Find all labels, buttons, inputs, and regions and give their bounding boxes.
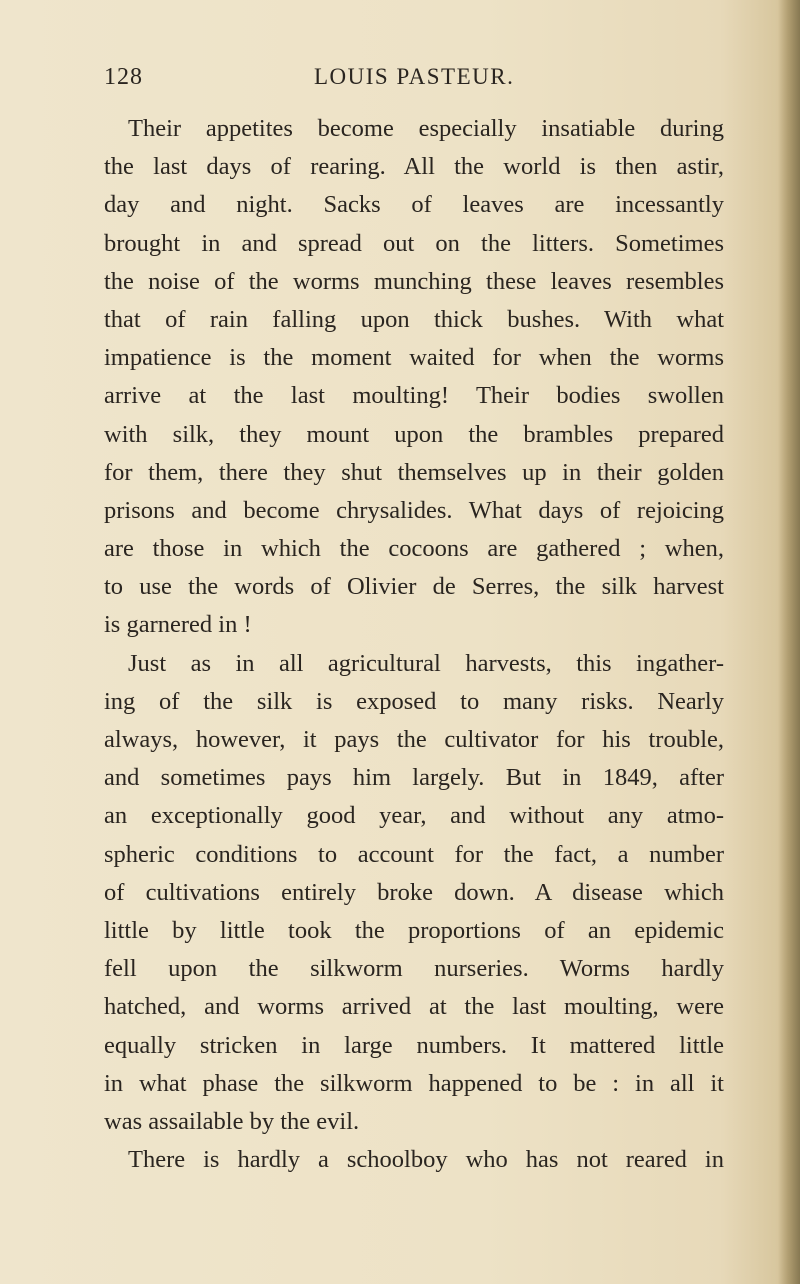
text-line: Their appetites become especially insatiable during bbox=[128, 115, 724, 142]
text-line: of cultivations entirely broke down. A disease which bbox=[104, 878, 724, 906]
text-line: equally stricken in large numbers. It mattered little bbox=[104, 1031, 724, 1059]
text-line: day and night. Sacks of leaves are incessantly bbox=[104, 191, 724, 219]
text-line: ing of the silk is exposed to many risks. Nearly bbox=[104, 687, 724, 715]
text-line: Just as in all agricultural harvests, this ingather- bbox=[128, 649, 724, 677]
body-text bbox=[104, 110, 724, 1179]
text-line: There is hardly a schoolboy who has not reared in bbox=[128, 1146, 724, 1174]
text-line: with silk, they mount upon the brambles prepared bbox=[104, 420, 724, 448]
text-line: fell upon the silkworm nurseries. Worms hardly bbox=[104, 955, 724, 983]
text-line: are those in which the cocoons are gathered ; when, bbox=[104, 535, 724, 563]
text-line: in what phase the silkworm happened to be : in all it bbox=[104, 1069, 724, 1097]
page-number: 128 bbox=[104, 64, 143, 90]
text-line: for them, there they shut themselves up in their golden bbox=[104, 458, 724, 486]
text-line: brought in and spread out on the litters. Sometimes bbox=[104, 229, 724, 257]
text-line: always, however, it pays the cultivator for his trouble, bbox=[104, 726, 724, 753]
text-line: and sometimes pays him largely. But in 1849, after bbox=[104, 764, 724, 792]
text-line: the last days of rearing. All the world is then astir, bbox=[104, 153, 724, 181]
text-line: an exceptionally good year, and without any atmo- bbox=[104, 802, 724, 830]
text-line: little by little took the proportions of an epidemic bbox=[104, 916, 724, 944]
text-line: is garnered in ! bbox=[104, 611, 252, 639]
text-line: prisons and become chrysalides. What days of rejoicing bbox=[104, 496, 724, 524]
text-line: impatience is the moment waited for when the worms bbox=[104, 344, 724, 372]
text-line: hatched, and worms arrived at the last moulting, were bbox=[104, 993, 724, 1021]
page-gutter-shadow bbox=[778, 0, 800, 1284]
text-line: spheric conditions to account for the fact, a number bbox=[104, 840, 724, 868]
text-line: that of rain falling upon thick bushes. With what bbox=[104, 305, 724, 333]
text-line: arrive at the last moulting! Their bodies swollen bbox=[104, 382, 724, 410]
running-title: LOUIS PASTEUR. bbox=[314, 64, 515, 89]
text-line: was assailable by the evil. bbox=[104, 1107, 360, 1135]
text-line: the noise of the worms munching these leaves resembles bbox=[104, 267, 724, 295]
text-line: to use the words of Olivier de Serres, the silk harvest bbox=[104, 573, 724, 601]
page-header bbox=[104, 64, 734, 100]
